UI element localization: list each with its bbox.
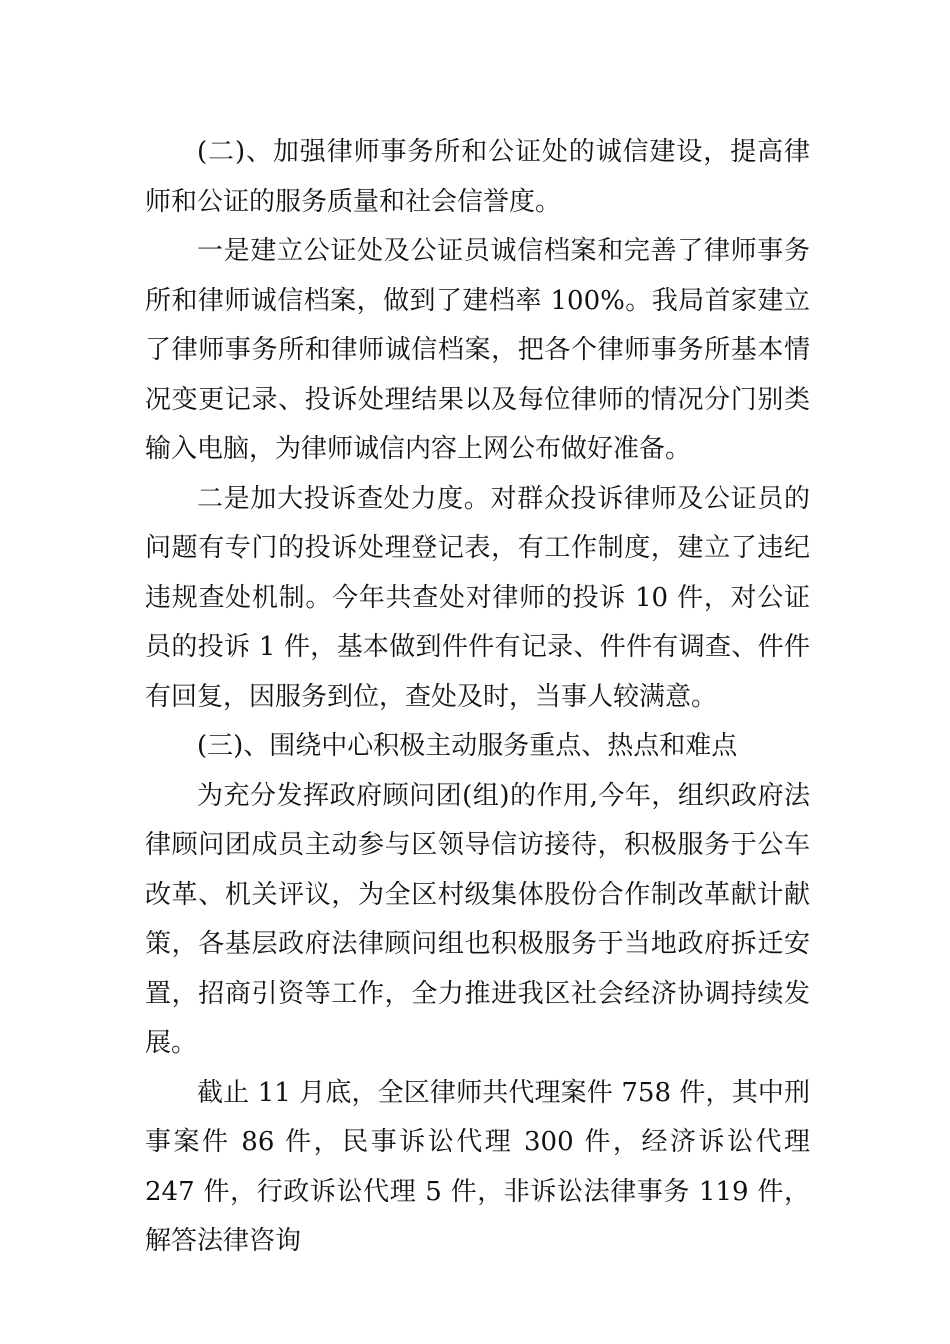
paragraph-integrity-archives: 一是建立公证处及公证员诚信档案和完善了律师事务所和律师诚信档案，做到了建档率 100%。我局首家建立了律师事务所和律师诚信档案，把各个律师事务所基本情况变更记录、投诉处理结果以及每位律师的情况分门别类输入电脑，为律师诚信内容上网公布做好准备。 [145,236,810,464]
section-heading-2: (二)、加强律师事务所和公证处的诚信建设，提高律师和公证的服务质量和社会信誉度。 [145,137,810,217]
section-heading-3: (三)、围绕中心积极主动服务重点、热点和难点 [197,731,738,761]
paragraph-legal-advisors: 为充分发挥政府顾问团(组)的作用,今年，组织政府法律顾问团成员主动参与区领导信访接待，积极服务于公车改革、机关评议，为全区村级集体股份合作制改革献计献策，各基层政府法律顾问组也积极服务于当地政府拆迁安置，招商引资等工作，全力推进我区社会经济协调持续发展。 [145,780,810,1058]
paragraph-complaint-handling: 二是加大投诉查处力度。对群众投诉律师及公证员的问题有专门的投诉处理登记表，有工作制度，建立了违纪违规查处机制。今年共查处对律师的投诉 10 件，对公证员的投诉 1 件，基本做到件件有记录、件件有调查、件件有回复，因服务到位，查处及时，当事人较满意。 [145,483,810,712]
document-body [145,128,810,1267]
paragraph-case-statistics: 截止 11 月底，全区律师共代理案件 758 件，其中刑事案件 86 件，民事诉讼代理 300 件，经济诉讼代理 247 件，行政诉讼代理 5 件，非诉讼法律事务 119 件，解答法律咨询 [145,1077,810,1256]
